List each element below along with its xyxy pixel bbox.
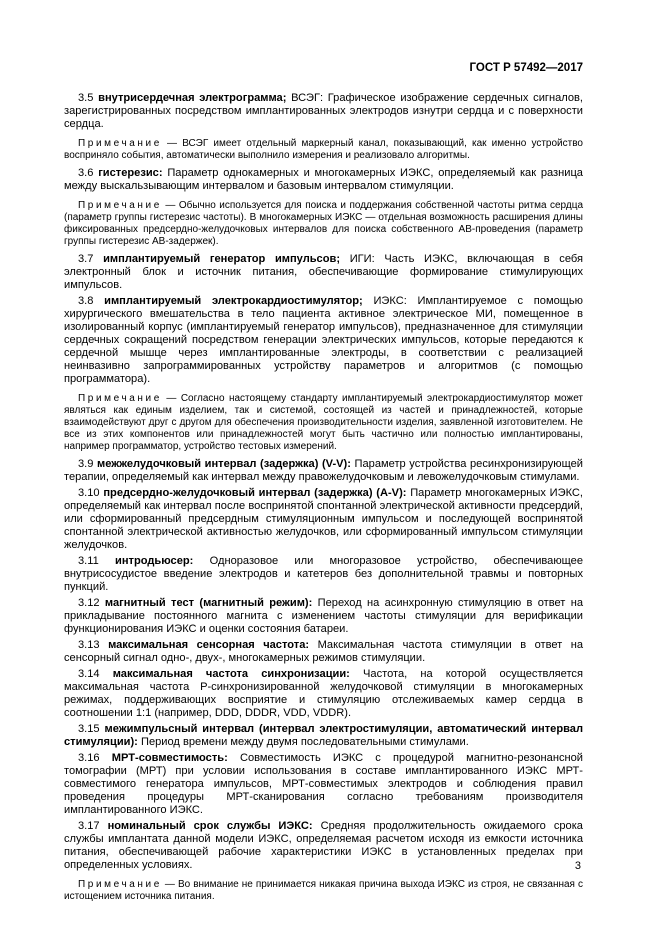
term-definition: Период времени между двумя последовательными стимулами. [140,736,469,748]
term-number: 3.6 [78,167,94,179]
term-number: 3.9 [78,458,94,470]
term-number: 3.7 [78,253,94,265]
term-definition: Параметр однокамерных и многокамерных ИЭКС, определяемый как разница между выскальзывающим интервалом и базовым интервалом стимуляции. [64,167,583,192]
term-definition: Переход на асинхронную стимуляцию в ответ на прикладывание постоянного магнита с изменением частоты стимуляции для верификации функционирования ИЭКС и оценки состояния батареи. [64,597,583,635]
term-definition: Частота, на которой осуществляется максимальная частота Р-синхронизированной желудочковой стимуляции в многокамерных режимах, поддерживающих восприятие и стимуляцию отслеживаемых камер сердца в соотношении 1:1 (например, DDD, DDDR, VDD, VDDR). [64,668,583,719]
note [64,200,583,248]
note-text: — Во внимание не принимается никакая причина выхода ИЭКС из строя, не связанная с истощением источника питания. [64,879,583,902]
page-number: 3 [574,860,581,872]
term-definition: Максимальная частота стимуляции в ответ на сенсорный сигнал одно-, двух-, многокамерных режимов стимуляции. [64,639,584,664]
term-entry-3-9 [64,458,583,484]
term-definition: Одноразовое или многоразовое устройство, обеспечивающее внутрисосудистое введение электродов и катетеров без дополнительной травмы и повторных пункций. [64,555,583,593]
note [64,879,583,903]
term-name: предсердно-желудочковый интервал (задержка) (A-V): [103,487,407,499]
term-name: имплантируемый генератор импульсов; [103,253,341,265]
term-number: 3.16 [78,752,100,764]
term-number: 3.17 [78,820,100,832]
note-text: — Согласно настоящему стандарту имплантируемый электрокардиостимулятор может являться как единым изделием, так и системой, состоящей из частей и принадлежностей, которые взаимодействуют друг с другом для обеспечения производительности изделия, заявленной изготовителем. Не все из этих компонентов или принадлежностей могут быть частично или полностью имплантированы, например программатор, устройство тестовых измерений. [64,393,583,452]
term-definition: Совместимость ИЭКС с процедурой магнитно-резонансной томографии (МРТ) при условии использования в составе имплантированного ИЭКС МРТ-совместимого генератора импульсов, МРТ-совместимых электродов и соблюдения правил проведения процедуры МРТ-сканирования согласно требованиям производителя имплантированного ИЭКС. [64,752,584,816]
term-name: межжелудочковый интервал (задержка) (V-V): [97,458,351,470]
term-name: внутрисердечная электрограмма; [98,92,287,104]
term-entry-3-17 [64,820,583,872]
note-label: Примечание [78,879,162,890]
term-definition: ИЭКС: Имплантируемое с помощью хирургического вмешательства в тело пациента активное электрическое МИ, помещенное в изолированный корпус (имплантируемый генератор импульсов), предназначенное для стимуляции сердечных сокращений посредством генерации электрических импульсов, которые передаются к сердечной мышце через имплантированные электроды, в соответствии с реализацией неинвазивно запрограммированных устройству параметров и алгоритмов (с помощью программатора). [64,295,583,385]
term-number: 3.10 [78,487,100,499]
term-definition: Средняя продолжительность ожидаемого срока службы имплантата данной модели ИЭКС, определяемая расчетом исходя из емкости источника питания, обеспечивающей рабочие характеристики ИЭКС в установленных пределах при определенных условиях. [64,820,583,871]
term-entry-3-8 [64,295,583,386]
term-entry-3-14 [64,668,583,720]
term-entry-3-16 [64,752,583,817]
term-name: интродьюсер: [115,555,194,567]
term-entry-3-6 [64,167,583,193]
term-name: гистерезис: [98,167,163,179]
page-header-doc-id: ГОСТ Р 57492—2017 [469,62,583,74]
term-number: 3.15 [78,723,100,735]
term-name: номинальный срок службы ИЭКС: [107,820,313,832]
term-name: имплантируемый электрокардиостимулятор; [104,295,363,307]
term-entry-3-11 [64,555,583,594]
note-label: Примечание [78,138,162,149]
note-text: — Обычно используется для поиска и поддержания собственной частоты ритма сердца (параметр группы гистерезис частоты). В многокамерных ИЭКС — отдельная возможность расширения длины фиксированных предсердно-желудочковых интервалов для поиска собственного АВ-проведения (параметр группы гистерезис АВ-задержек). [64,200,584,247]
term-entry-3-7 [64,253,583,292]
term-entry-3-13 [64,639,583,665]
term-number: 3.11 [78,555,99,567]
term-number: 3.13 [78,639,100,651]
note-text: — ВСЭГ имеет отдельный маркерный канал, показывающий, как именно устройство восприняло события, автоматически выполнило измерения и реализовало алгоритмы. [64,138,583,161]
term-entry-3-15 [64,723,583,749]
term-definition: Параметр многокамерных ИЭКС, определяемый как интервал после воспринятой спонтанной электрической активности предсердий, или сформированный предсердным стимуляционным импульсом и последующей воспринятой спонтанной электрической активностью желудочков, или сформированный импульсом стимуляции желудочков. [64,487,583,551]
term-name: максимальная частота синхронизации: [112,668,350,680]
term-name: МРТ-совместимость: [111,752,228,764]
note [64,138,583,162]
term-entry-3-5 [64,92,583,131]
term-definition: Параметр устройства ресинхронизирующей терапии, определяемый как интервал между правожелудочковым и левожелудочковым стимулами. [64,458,583,483]
term-definition: ИГИ: Часть ИЭКС, включающая в себя электронный блок и источник питания, обеспечивающие формирование стимулирующих импульсов. [64,253,583,291]
term-name: магнитный тест (магнитный режим): [104,597,313,609]
term-number: 3.12 [78,597,100,609]
note-label: Примечание [78,200,162,211]
term-name: максимальная сенсорная частота: [108,639,310,651]
note [64,393,583,453]
document-body [64,92,583,908]
term-definition: ВСЭГ: Графическое изображение сердечных сигналов, зарегистрированных посредством имплантированных электродов изнутри сердца и с поверхности сердца. [64,92,583,130]
term-entry-3-12 [64,597,583,636]
term-entry-3-10 [64,487,583,552]
note-label: Примечание [78,393,162,404]
term-number: 3.14 [78,668,100,680]
term-number: 3.8 [78,295,94,307]
term-number: 3.5 [78,92,94,104]
term-name: межимпульсный интервал (интервал электростимуляции, автоматический интервал стимуляции): [64,723,583,748]
